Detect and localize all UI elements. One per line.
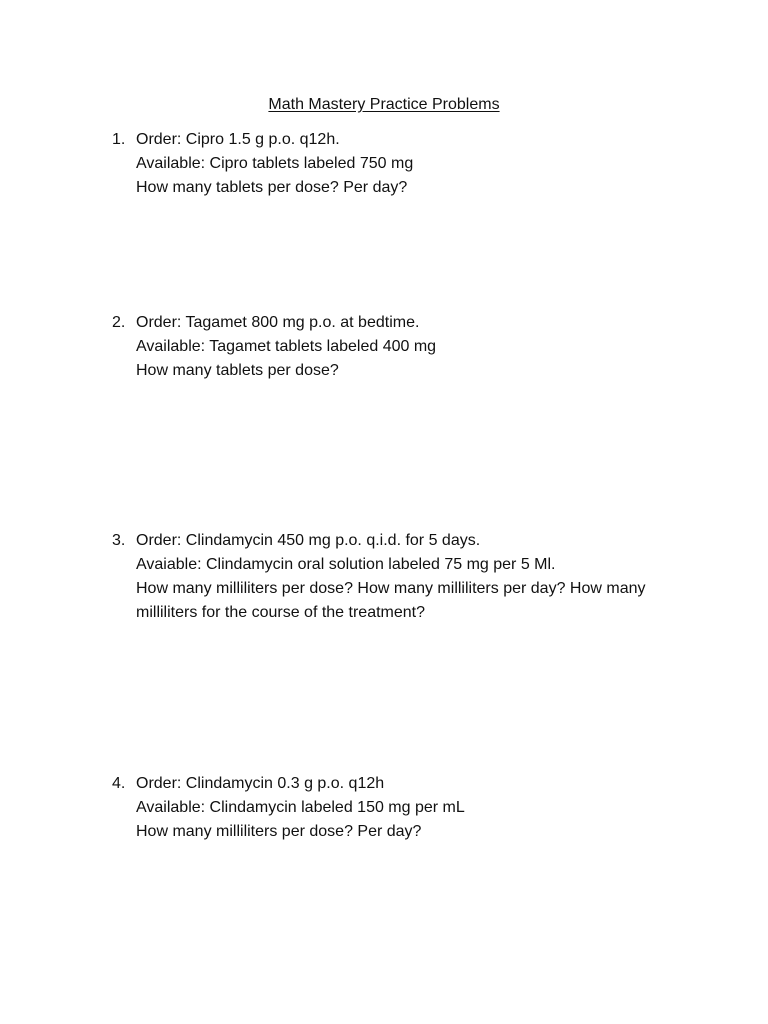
available-line: Available: Cipro tablets labeled 750 mg <box>136 155 414 172</box>
question-line: How many milliliters per dose? How many milliliters per day? How many milliliters for the course of the treatment? <box>136 580 646 621</box>
order-line: Order: Tagamet 800 mg p.o. at bedtime. <box>136 314 420 331</box>
problem-number: 2. <box>112 314 126 331</box>
available-line: Avaiable: Clindamycin oral solution labeled 75 mg per 5 Ml. <box>136 556 556 573</box>
question-line: How many milliliters per dose? Per day? <box>136 823 422 840</box>
question-line: How many tablets per dose? Per day? <box>136 179 408 196</box>
problem-number: 1. <box>112 131 126 148</box>
problem-text <box>136 529 692 625</box>
available-line: Available: Tagamet tablets labeled 400 mg <box>136 338 437 355</box>
document-title: Math Mastery Practice Problems <box>268 96 500 113</box>
question-line: How many tablets per dose? <box>136 362 339 379</box>
available-line: Available: Clindamycin labeled 150 mg per mL <box>136 799 465 816</box>
order-line: Order: Cipro 1.5 g p.o. q12h. <box>136 131 340 148</box>
order-line: Order: Clindamycin 450 mg p.o. q.i.d. for 5 days. <box>136 532 481 549</box>
problem-text <box>136 772 692 844</box>
problem-number: 4. <box>112 775 126 792</box>
order-line: Order: Clindamycin 0.3 g p.o. q12h <box>136 775 385 792</box>
problem-number: 3. <box>112 532 126 549</box>
problem-text <box>136 128 692 200</box>
problem-text <box>136 311 692 383</box>
